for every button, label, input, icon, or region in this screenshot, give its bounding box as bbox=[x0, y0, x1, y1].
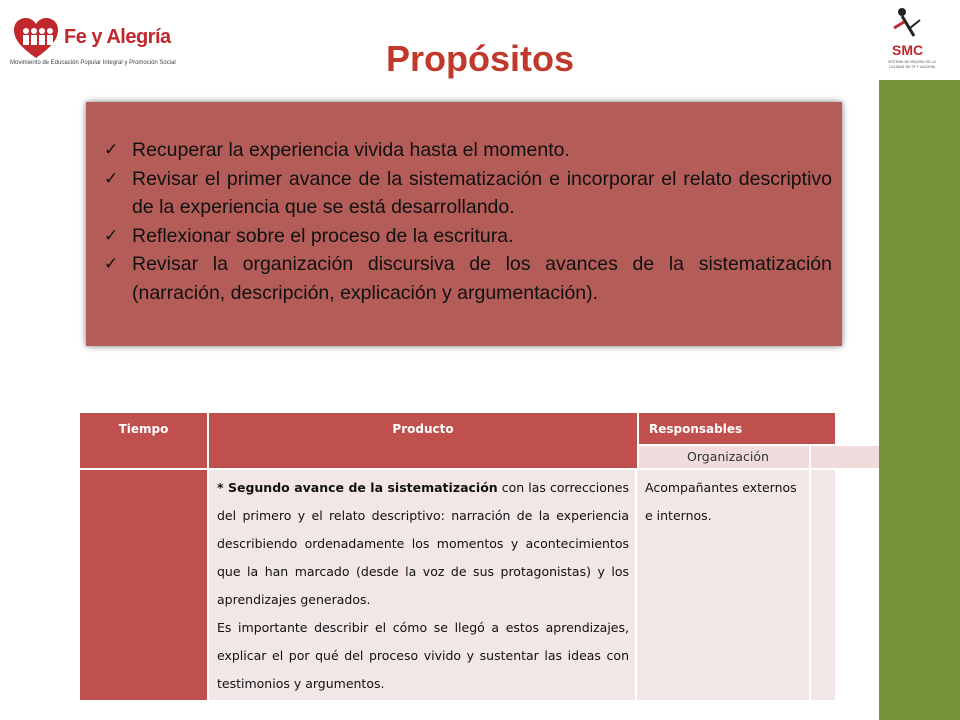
producto-text: con las correcciones del primero y el relato descriptivo: narración de la experiencia describiendo ordenadamente los momentos y acontecimientos que la han marcado (desde la voz de sus protagonistas) y los aprendizajes generados. bbox=[217, 480, 629, 607]
logo-tagline: Movimiento de Educación Popular Integral y Promoción Social bbox=[10, 60, 176, 66]
schedule-table bbox=[80, 413, 835, 700]
cell-responsables bbox=[637, 470, 809, 700]
purpose-item bbox=[102, 136, 832, 165]
logo-brand-text: Fe y Alegría bbox=[64, 26, 171, 48]
checkmark-icon: ✓ bbox=[104, 254, 119, 273]
header-organizacion bbox=[637, 444, 889, 468]
checkmark-icon: ✓ bbox=[104, 140, 119, 159]
purpose-text: Revisar el primer avance de la sistematización e incorporar el relato descriptivo de la experiencia que se está desarrollando. bbox=[132, 167, 832, 218]
smc-figure-icon bbox=[880, 6, 942, 46]
header-producto: Producto bbox=[392, 422, 454, 436]
responsables-text: Acompañantes externos e internos. bbox=[645, 480, 797, 523]
fe-y-alegria-logo bbox=[10, 14, 180, 74]
header-tiempo: Tiempo bbox=[118, 422, 169, 436]
organizacion-label: Organización bbox=[687, 449, 769, 464]
purpose-item bbox=[102, 222, 832, 251]
producto-note: Es importante describir el cómo se llegó a estos aprendizajes, explicar el por qué del proceso vivido y sustentar las ideas con testimonios y argumentos. bbox=[217, 620, 629, 691]
checkmark-icon: ✓ bbox=[104, 225, 119, 245]
smc-logo bbox=[880, 6, 942, 80]
header-empty-cell bbox=[809, 444, 835, 468]
purposes-box bbox=[86, 102, 842, 346]
smc-tagline: SISTEMA DE MEJORA DE LA CALIDAD DE FE Y ALEGRÍA bbox=[888, 60, 936, 69]
purpose-item bbox=[102, 250, 832, 307]
right-accent-bar bbox=[879, 80, 960, 720]
purposes-list bbox=[102, 136, 832, 307]
page-title: Propósitos bbox=[385, 38, 574, 79]
smc-brand-text: SMC bbox=[892, 42, 924, 58]
cell-empty bbox=[811, 470, 835, 700]
header-responsables: Responsables bbox=[649, 422, 743, 436]
purpose-text: Reflexionar sobre el proceso de la escritura. bbox=[132, 224, 514, 247]
checkmark-icon: ✓ bbox=[104, 168, 119, 188]
heart-children-icon bbox=[12, 16, 60, 60]
producto-bold-text: * Segundo avance de la sistematización bbox=[217, 480, 498, 495]
cell-producto bbox=[209, 470, 635, 700]
purpose-text: Recuperar la experiencia vivida hasta el momento. bbox=[132, 139, 570, 161]
purpose-text: Revisar la organización discursiva de los avances de la sistematización (narración, descripción, explicación y argumentación). bbox=[132, 253, 832, 304]
cell-tiempo bbox=[80, 470, 207, 700]
purpose-item bbox=[102, 165, 832, 222]
